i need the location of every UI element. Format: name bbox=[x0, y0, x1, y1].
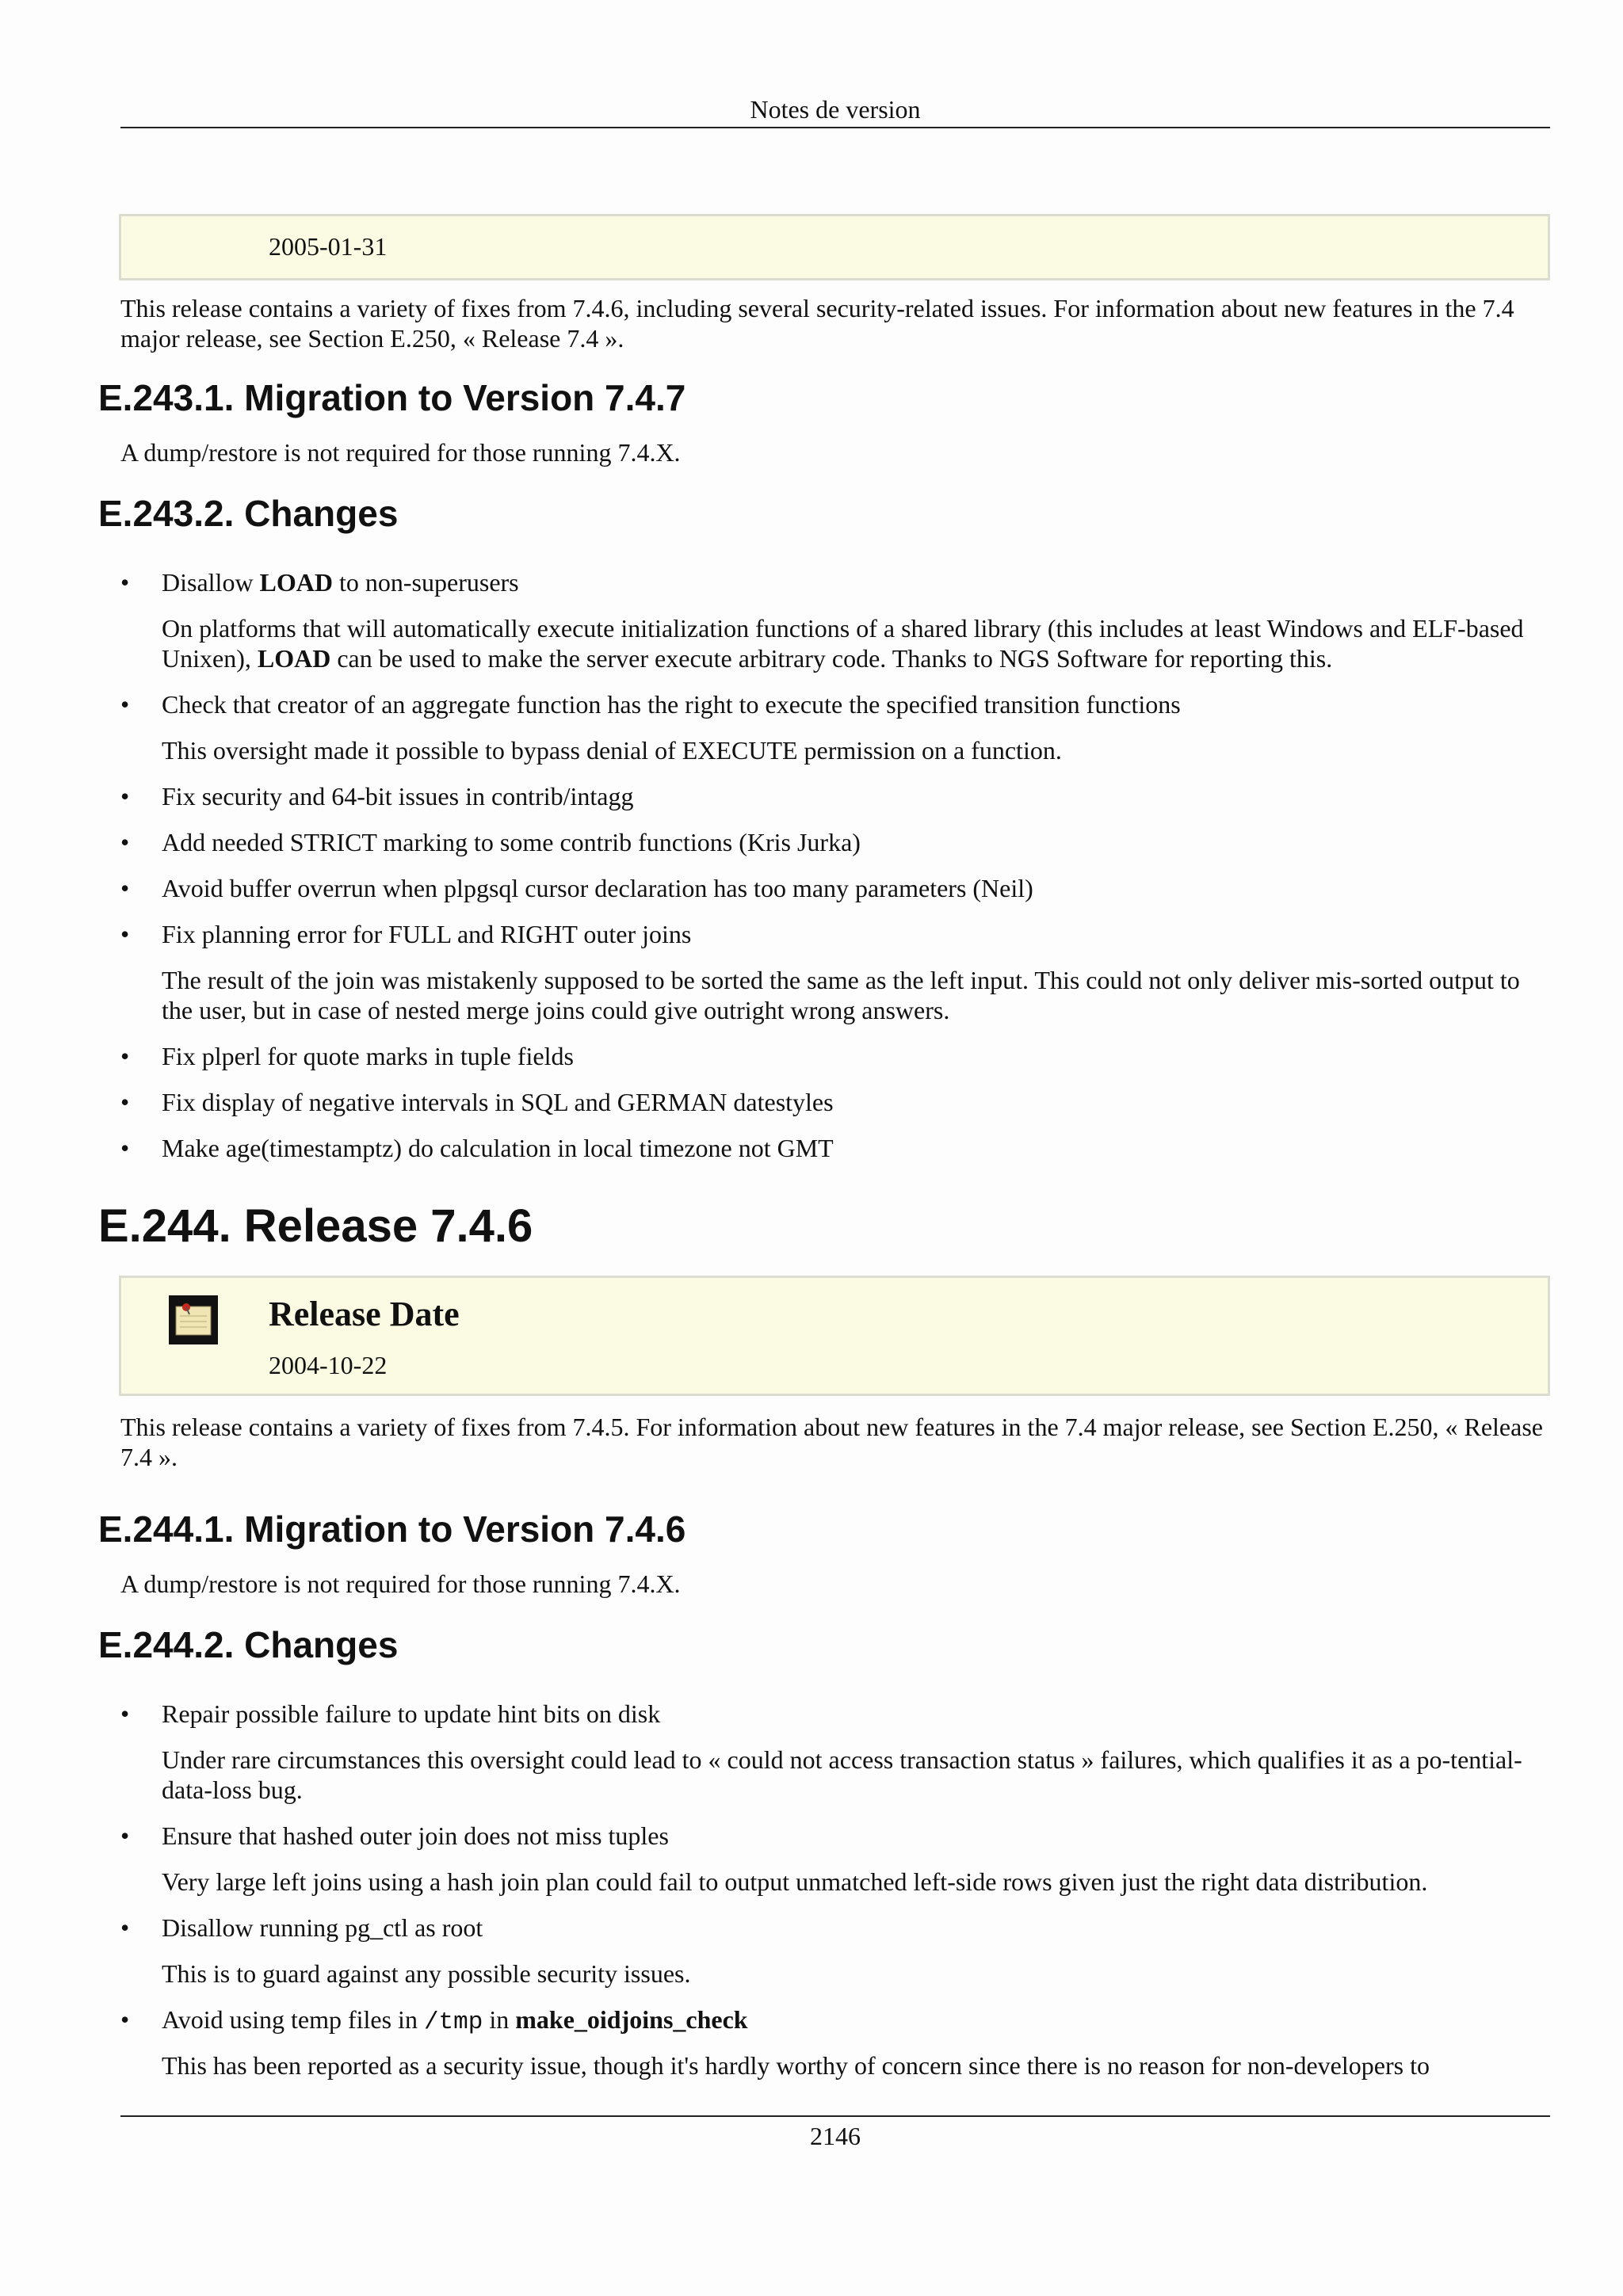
bullet: • bbox=[120, 782, 130, 810]
list-item: Fix display of negative intervals in SQL and GERMAN datestyles bbox=[162, 1088, 834, 1116]
bullet: • bbox=[120, 1699, 130, 1728]
item-text: can be used to make the server execute arbitrary code. Thanks to NGS Software for reporting this. bbox=[330, 644, 1333, 673]
list-item: Repair possible failure to update hint bits on disk bbox=[162, 1699, 661, 1728]
item-description: This oversight made it possible to bypass denial of EXECUTE permission on a function. bbox=[162, 736, 1062, 765]
release-date: 2004-10-22 bbox=[269, 1351, 388, 1379]
item-text: in bbox=[483, 2005, 516, 2034]
list-item: Check that creator of an aggregate function has the right to execute the specified transition functions bbox=[162, 690, 1181, 719]
release-intro: This release contains a variety of fixes from 7.4.6, including several security-related issues. For information about new features in the 7.4 major release, see Section E.250, « Release 7.4 ». bbox=[120, 294, 1514, 353]
bullet: • bbox=[120, 568, 130, 597]
note-icon bbox=[169, 1295, 218, 1344]
list-item bbox=[162, 567, 1552, 597]
bullet: • bbox=[120, 920, 130, 948]
bullet: • bbox=[120, 2005, 130, 2034]
item-text: to non-superusers bbox=[333, 568, 519, 597]
list-item: Fix security and 64-bit issues in contrib/intagg bbox=[162, 782, 634, 810]
list-item: Avoid buffer overrun when plpgsql cursor declaration has too many parameters (Neil) bbox=[162, 874, 1033, 902]
section-heading: E.243.2. Changes bbox=[98, 493, 399, 534]
item-description bbox=[162, 613, 1552, 673]
release-date: 2005-01-31 bbox=[269, 232, 388, 261]
path-literal: /tmp bbox=[423, 2008, 483, 2036]
bullet: • bbox=[120, 874, 130, 902]
bullet: • bbox=[120, 828, 130, 856]
item-description: This is to guard against any possible security issues. bbox=[162, 1959, 691, 1988]
item-text: On platforms that will automatically execute initialization functions of a shared library (this includes at least Windows and ELF-based Unixen), bbox=[162, 614, 1524, 673]
list-item: Make age(timestamptz) do calculation in local timezone not GMT bbox=[162, 1134, 834, 1162]
note-title: Release Date bbox=[269, 1295, 460, 1333]
item-description: Very large left joins using a hash join plan could fail to output unmatched left-side rows given just the right data distribution. bbox=[162, 1867, 1428, 1896]
item-description: Under rare circumstances this oversight could lead to « could not access transaction status » failures, which qualifies it as a po-tential-data-loss bug. bbox=[162, 1745, 1522, 1804]
migration-text: A dump/restore is not required for those running 7.4.X. bbox=[120, 1569, 681, 1598]
command-name: LOAD bbox=[259, 568, 333, 597]
bullet: • bbox=[120, 1088, 130, 1116]
release-date-box bbox=[119, 1276, 1550, 1396]
bullet: • bbox=[120, 1821, 130, 1850]
section-heading: E.244.2. Changes bbox=[98, 1624, 399, 1665]
section-heading: E.243.1. Migration to Version 7.4.7 bbox=[98, 377, 686, 418]
list-item: Fix plperl for quote marks in tuple fields bbox=[162, 1042, 574, 1070]
release-heading: E.244. Release 7.4.6 bbox=[98, 1200, 533, 1252]
item-text: Disallow bbox=[162, 568, 260, 597]
list-item: Add needed STRICT marking to some contrib functions (Kris Jurka) bbox=[162, 828, 861, 856]
item-description: The result of the join was mistakenly supposed to be sorted the same as the left input. This could not only deliver mis-sorted output to the user, but in case of nested merge joins could give outright wrong answers. bbox=[162, 966, 1520, 1024]
running-header: Notes de version bbox=[120, 93, 1550, 128]
migration-text: A dump/restore is not required for those running 7.4.X. bbox=[120, 438, 681, 467]
page-number: 2146 bbox=[120, 2115, 1550, 2152]
bullet: • bbox=[120, 1134, 130, 1162]
list-item: Disallow running pg_ctl as root bbox=[162, 1913, 483, 1942]
item-text: Avoid using temp files in bbox=[162, 2005, 424, 2034]
list-item: Fix planning error for FULL and RIGHT outer joins bbox=[162, 920, 692, 948]
release-date-box bbox=[119, 214, 1550, 280]
list-item: Ensure that hashed outer join does not miss tuples bbox=[162, 1821, 669, 1850]
section-heading: E.244.1. Migration to Version 7.4.6 bbox=[98, 1508, 686, 1550]
command-name: make_oidjoins_check bbox=[515, 2005, 748, 2034]
item-description: This has been reported as a security issue, though it's hardly worthy of concern since there is no reason for non-developers to bbox=[162, 2051, 1430, 2080]
bullet: • bbox=[120, 1913, 130, 1942]
release-intro: This release contains a variety of fixes from 7.4.5. For information about new features in the 7.4 major release, see Section E.250, « Release 7.4 ». bbox=[120, 1413, 1543, 1471]
command-name: LOAD bbox=[257, 644, 331, 673]
bullet: • bbox=[120, 690, 130, 719]
bullet: • bbox=[120, 1042, 130, 1070]
list-item bbox=[162, 2004, 1552, 2038]
